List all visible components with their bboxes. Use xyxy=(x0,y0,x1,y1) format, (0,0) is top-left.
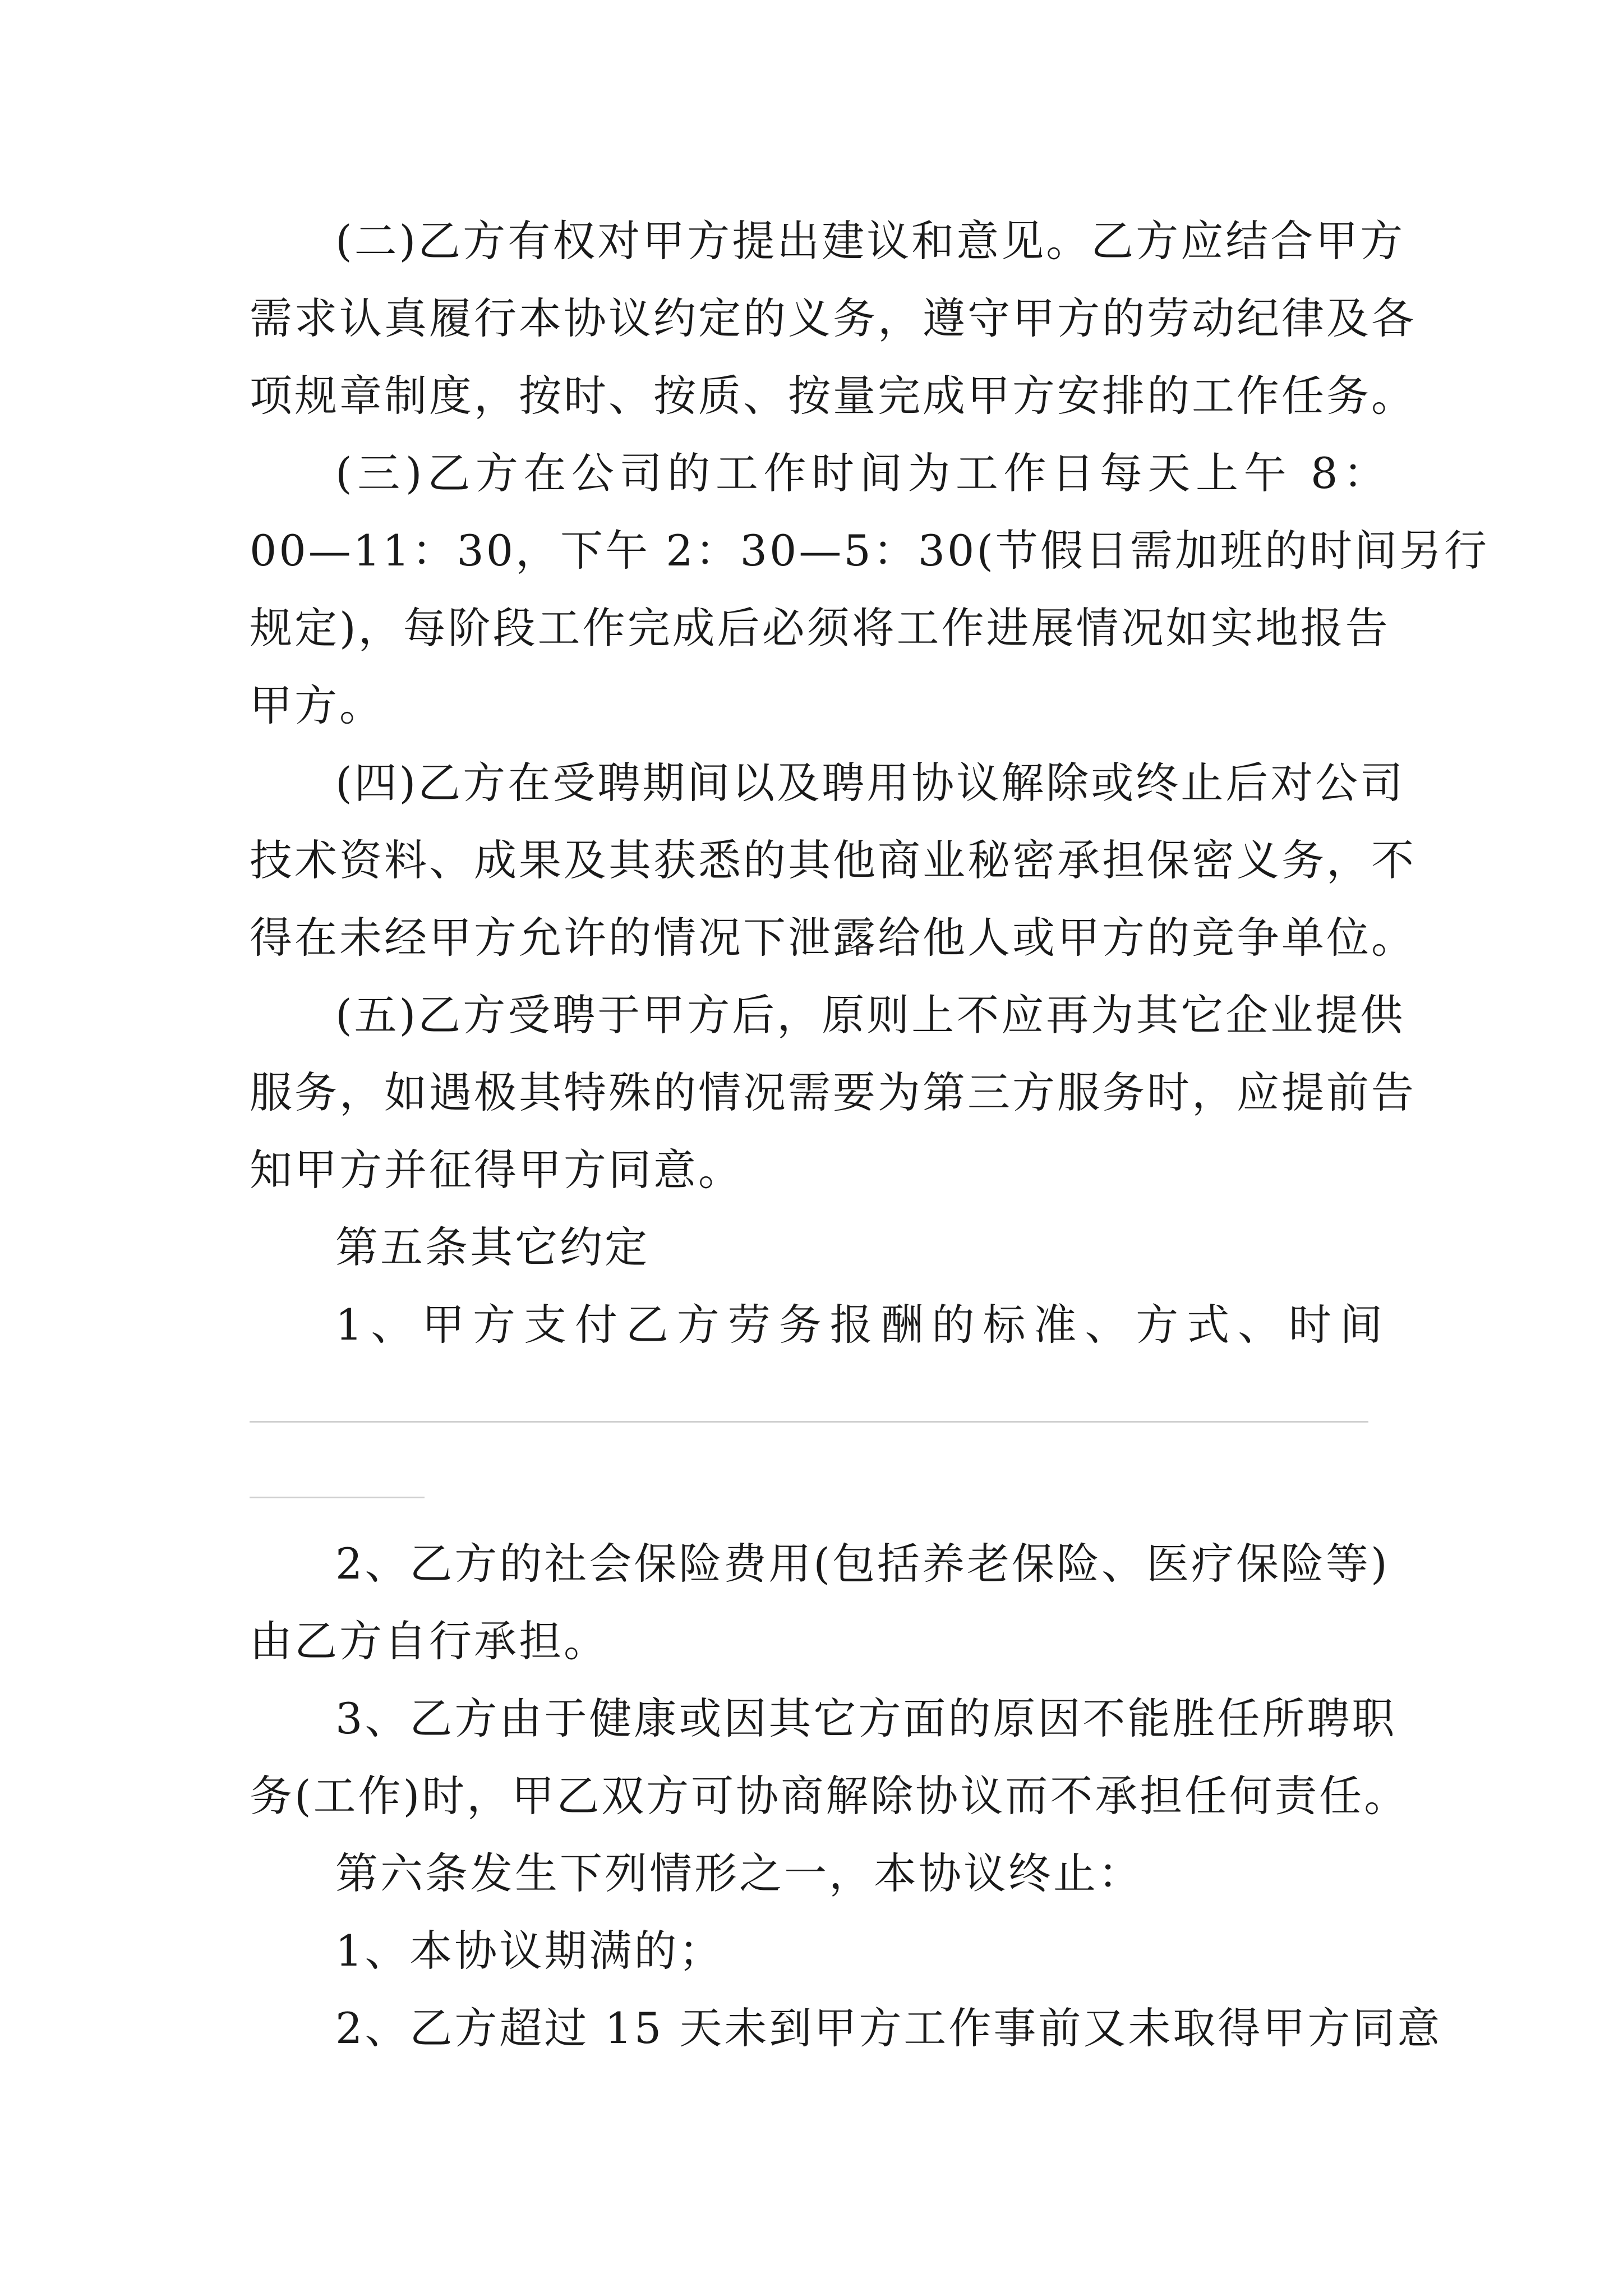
paragraph-line: 00—11：30，下午 2：30—5：30(节假日需加班的时间另行 xyxy=(250,526,1490,576)
paragraph-line: 需求认真履行本协议约定的义务，遵守甲方的劳动纪律及各 xyxy=(250,293,1416,343)
section-heading: 第六条发生下列情形之一，本协议终止： xyxy=(335,1848,1143,1898)
blank-fill-line xyxy=(250,1421,1368,1423)
paragraph-line: 技术资料、成果及其获悉的其他商业秘密承担保密义务，不 xyxy=(250,835,1416,885)
section-heading: 第五条其它约定 xyxy=(335,1222,649,1272)
paragraph-line: (四)乙方在受聘期间以及聘用协议解除或终止后对公司 xyxy=(335,758,1405,808)
list-item: 2、乙方超过 15 天未到甲方工作事前又未取得甲方同意 xyxy=(335,2003,1442,2053)
paragraph-line: 甲方。 xyxy=(250,680,384,730)
list-item: 1、本协议期满的； xyxy=(335,1926,724,1976)
paragraph-line: 1、甲方支付乙方劳务报酬的标准、方式、时间 xyxy=(335,1300,1388,1350)
paragraph-line: 得在未经甲方允许的情况下泄露给他人或甲方的竞争单位。 xyxy=(250,913,1416,963)
paragraph-line: 务(工作)时，甲乙双方可协商解除协议而不承担任何责任。 xyxy=(250,1771,1409,1821)
paragraph-line: 3、乙方由于健康或因其它方面的原因不能胜任所聘职 xyxy=(335,1694,1397,1743)
paragraph-line: (二)乙方有权对甲方提出建议和意见。乙方应结合甲方 xyxy=(335,216,1405,266)
paragraph-line: (五)乙方受聘于甲方后，原则上不应再为其它企业提供 xyxy=(335,990,1405,1040)
paragraph-line: 规定)，每阶段工作完成后必须将工作进展情况如实地报告 xyxy=(250,603,1390,653)
paragraph-line: (三)乙方在公司的工作时间为工作日每天上午 8： xyxy=(335,448,1388,498)
paragraph-line: 由乙方自行承担。 xyxy=(250,1616,608,1666)
paragraph-line: 知甲方并征得甲方同意。 xyxy=(250,1145,743,1195)
paragraph-line: 服务，如遇极其特殊的情况需要为第三方服务时，应提前告 xyxy=(250,1068,1416,1117)
paragraph-line: 项规章制度，按时、按质、按量完成甲方安排的工作任务。 xyxy=(250,371,1416,421)
paragraph-line: 2、乙方的社会保险费用(包括养老保险、医疗保险等) xyxy=(335,1539,1390,1589)
blank-fill-line xyxy=(250,1497,425,1498)
